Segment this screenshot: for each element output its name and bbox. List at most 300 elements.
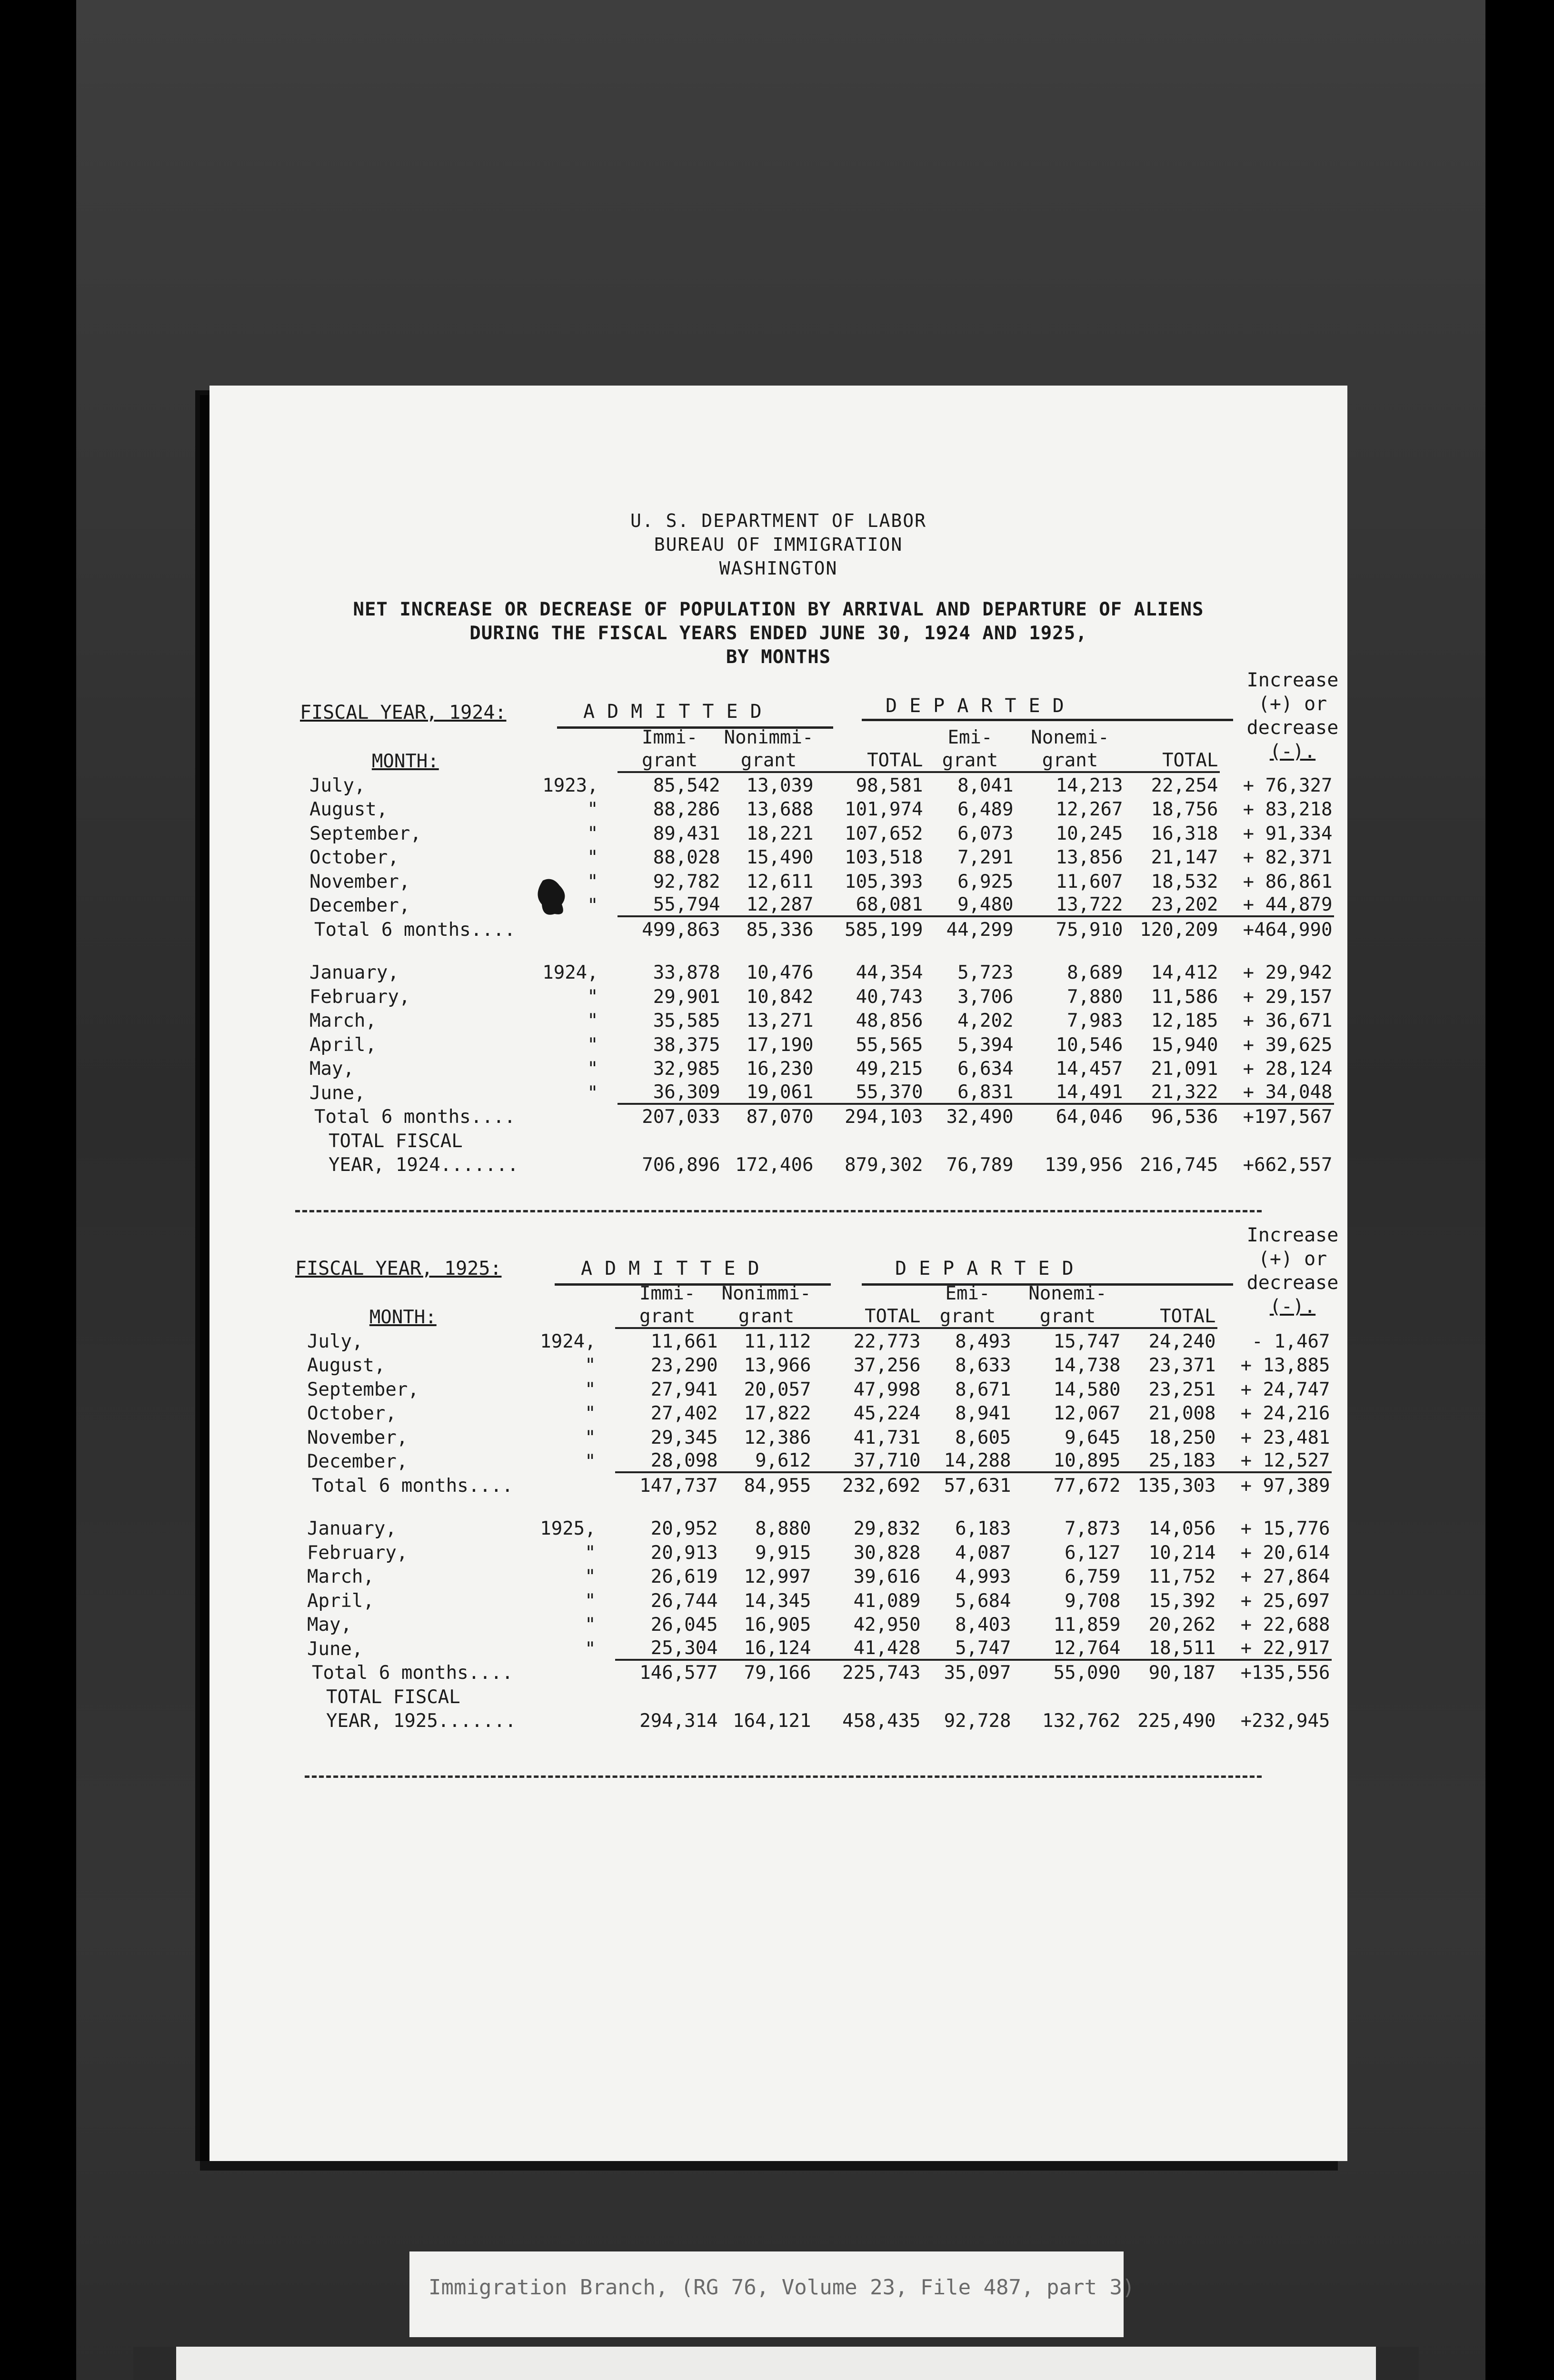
grand-admitted-total-cell: 458,435 — [842, 1710, 921, 1732]
immigrant-cell: 28,098 — [615, 1448, 720, 1473]
year-cell: " — [587, 1010, 598, 1031]
admitted-total-cell: 68,081 — [815, 892, 925, 917]
immigrant-cell: 29,901 — [653, 986, 720, 1008]
net-change-cell: + 24,747 — [1240, 1378, 1330, 1400]
decrease-word: decrease — [1246, 1272, 1339, 1294]
net-change-cell: + 24,216 — [1240, 1403, 1330, 1424]
column-header-row-1-1925 — [293, 1280, 1332, 1304]
table-row — [293, 1587, 1332, 1612]
nonimmigrant-cell: 17,190 — [746, 1034, 814, 1056]
departed-group-label-1925: DEPARTED — [895, 1258, 1086, 1279]
title-line-2: DURING THE FISCAL YEARS ENDED JUNE 30, 1924 AND 1925, — [469, 623, 1087, 644]
fiscal-year-1924-rows — [295, 772, 1334, 1176]
admitted-total-cell: 37,256 — [853, 1355, 921, 1376]
nonimmigrant-cell: 20,057 — [744, 1378, 811, 1400]
table-row — [293, 1376, 1332, 1400]
departed-total-cell: 23,251 — [1148, 1378, 1216, 1400]
emigrant-cell: 8,605 — [955, 1427, 1011, 1448]
month-cell: April, — [309, 1034, 377, 1056]
subtotal-label: Total 6 months.... — [312, 1662, 513, 1684]
nonemigrant-cell: 11,607 — [1056, 871, 1123, 892]
table-row — [295, 796, 1334, 821]
departed-total-cell: 21,091 — [1151, 1058, 1218, 1080]
month-cell: November, — [307, 1427, 408, 1448]
table-row — [295, 983, 1334, 1008]
admitted-total-cell: 103,518 — [845, 847, 923, 868]
month-cell: July, — [309, 774, 366, 796]
year-cell — [515, 1472, 615, 1497]
table-row — [293, 1516, 1332, 1540]
month-cell: May, — [309, 1058, 354, 1080]
departed-total-cell: 96,536 — [1151, 1106, 1218, 1128]
dept-heading: U. S. DEPARTMENT OF LABOR — [630, 510, 926, 531]
nonimmigrant-cell: 13,966 — [744, 1355, 811, 1376]
emigrant-cell: 14,288 — [922, 1448, 1013, 1473]
nonimmigrant-cell: 9,612 — [720, 1448, 813, 1473]
column-header-row-1 — [295, 724, 1334, 748]
emigrant-cell: 6,073 — [957, 823, 1014, 844]
table-row — [295, 1080, 1334, 1104]
departed-total-cell: 22,254 — [1151, 774, 1218, 796]
nonemigrant-cell: 10,895 — [1013, 1448, 1122, 1473]
immigrant-cell: 11,661 — [650, 1330, 718, 1352]
year-cell: " — [585, 1590, 596, 1612]
col-nonimmi-top: Nonimmi- — [721, 1283, 811, 1304]
table-row — [293, 1328, 1332, 1352]
nonimmigrant-cell: 10,476 — [746, 962, 814, 983]
nonemigrant-cell: 6,759 — [1065, 1566, 1121, 1587]
departed-total-cell: 25,183 — [1122, 1448, 1217, 1473]
immigrant-cell: 27,402 — [650, 1403, 718, 1424]
grand-total-label-1: TOTAL FISCAL — [326, 1686, 460, 1708]
archive-placard — [133, 2347, 1419, 2380]
year-cell — [518, 1104, 618, 1128]
file-reference-label: Immigration Branch, (RG 76, Volume 23, File 487, part 3) — [409, 2251, 1124, 2337]
increase-word: Increase — [1246, 669, 1339, 691]
departed-total-cell: 18,250 — [1148, 1427, 1216, 1448]
grand-net-change-cell: +232,945 — [1240, 1710, 1330, 1732]
departed-total-cell: 14,056 — [1148, 1518, 1216, 1539]
table-row — [295, 892, 1334, 917]
year-cell: 1924, — [542, 962, 598, 983]
fiscal-year-1924-label: FISCAL YEAR, 1924: — [300, 702, 507, 724]
month-cell: September, — [309, 823, 421, 844]
departed-total-cell: 135,303 — [1137, 1475, 1216, 1497]
year-cell: " — [587, 1082, 598, 1104]
admitted-total-cell: 41,731 — [853, 1427, 921, 1448]
grand-total-label-2: YEAR, 1925....... — [326, 1710, 517, 1732]
month-cell: June, — [309, 1082, 366, 1104]
net-change-cell: + 44,879 — [1220, 892, 1334, 917]
col-nonimmigrant: grant — [722, 748, 816, 772]
month-header: MONTH: — [371, 751, 439, 772]
emigrant-cell: 44,299 — [946, 919, 1014, 941]
col-departed-total: TOTAL — [1122, 1304, 1217, 1328]
admitted-total-cell: 39,616 — [853, 1566, 921, 1587]
year-cell — [515, 1660, 615, 1684]
nonimmigrant-cell: 16,124 — [720, 1636, 813, 1660]
grand-total-label-row — [293, 1684, 1332, 1708]
table-row — [293, 1636, 1332, 1660]
nonimmigrant-cell: 79,166 — [744, 1662, 811, 1684]
col-immi-top: Immi- — [639, 1283, 696, 1304]
nonimmigrant-cell: 15,490 — [746, 847, 814, 868]
subtotal-row — [295, 916, 1334, 941]
departed-total-cell: 15,940 — [1151, 1034, 1218, 1056]
admitted-total-cell: 22,773 — [853, 1330, 921, 1352]
net-change-cell: + 27,864 — [1240, 1566, 1330, 1587]
table-row — [295, 844, 1334, 869]
emigrant-cell: 8,041 — [957, 774, 1014, 796]
emigrant-cell: 6,634 — [957, 1058, 1014, 1080]
grand-nonimmigrant-cell: 164,121 — [733, 1710, 811, 1732]
grand-nonimmigrant-cell: 172,406 — [735, 1154, 814, 1176]
emigrant-cell: 9,480 — [925, 892, 1015, 917]
net-change-cell: + 12,527 — [1217, 1448, 1332, 1473]
nonemigrant-cell: 9,708 — [1065, 1590, 1121, 1612]
nonemigrant-cell: 14,213 — [1056, 774, 1123, 796]
year-cell: " — [587, 1034, 598, 1056]
plus-or-word: (+) or — [1258, 1248, 1327, 1270]
nonimmigrant-cell: 16,905 — [744, 1614, 811, 1636]
departed-total-cell: 21,008 — [1148, 1403, 1216, 1424]
nonimmigrant-cell: 12,287 — [722, 892, 816, 917]
table-row — [293, 1352, 1332, 1377]
net-change-cell: + 76,327 — [1243, 774, 1333, 796]
month-cell: July, — [307, 1330, 363, 1352]
admitted-total-cell: 49,215 — [856, 1058, 923, 1080]
fiscal-year-1925-table — [293, 1280, 1332, 1732]
grand-total-label-2: YEAR, 1924....... — [329, 1154, 519, 1176]
month-cell: May, — [307, 1614, 352, 1636]
month-cell: February, — [307, 1542, 408, 1564]
month-cell: October, — [307, 1403, 397, 1424]
year-cell: " — [585, 1638, 596, 1660]
admitted-total-cell: 225,743 — [842, 1662, 921, 1684]
nonimmigrant-cell: 12,997 — [744, 1566, 811, 1587]
month-cell: March, — [309, 1010, 377, 1031]
year-cell: " — [585, 1566, 596, 1587]
col-admitted-total: TOTAL — [815, 748, 925, 772]
nonimmigrant-cell: 16,230 — [746, 1058, 814, 1080]
admitted-total-cell: 29,832 — [853, 1518, 921, 1539]
admitted-total-cell: 44,354 — [856, 962, 923, 983]
emigrant-cell: 6,925 — [957, 871, 1014, 892]
immigrant-cell: 33,878 — [653, 962, 720, 983]
nonimmigrant-cell: 18,221 — [746, 823, 814, 844]
net-change-cell: + 28,124 — [1243, 1058, 1333, 1080]
nonemigrant-cell: 55,090 — [1053, 1662, 1121, 1684]
year-cell: " — [585, 1355, 596, 1376]
admitted-total-cell: 101,974 — [845, 799, 923, 820]
nonimmigrant-cell: 13,039 — [746, 774, 814, 796]
grand-departed-total-cell: 225,490 — [1137, 1710, 1216, 1732]
nonemigrant-cell: 7,983 — [1067, 1010, 1123, 1031]
emigrant-cell: 32,490 — [946, 1106, 1014, 1128]
emigrant-cell: 5,684 — [955, 1590, 1011, 1612]
admitted-total-cell: 42,950 — [853, 1614, 921, 1636]
nonimmigrant-cell: 85,336 — [746, 919, 814, 941]
col-nonimmi-top: Nonimmi- — [724, 727, 814, 748]
grand-departed-total-cell: 216,745 — [1140, 1154, 1218, 1176]
month-cell: June, — [307, 1638, 363, 1660]
col-emi-top: Emi- — [947, 727, 993, 748]
departed-total-cell: 14,412 — [1151, 962, 1218, 983]
emigrant-cell: 8,403 — [955, 1614, 1011, 1636]
immigrant-cell: 32,985 — [653, 1058, 720, 1080]
table-row — [295, 820, 1334, 844]
col-immigrant: grant — [615, 1304, 720, 1328]
admitted-total-cell: 47,998 — [853, 1378, 921, 1400]
emigrant-cell: 8,493 — [955, 1330, 1011, 1352]
month-cell: December, — [309, 895, 410, 916]
immigrant-cell: 55,794 — [618, 892, 722, 917]
year-cell: " — [587, 871, 598, 892]
net-change-cell: + 91,334 — [1243, 823, 1333, 844]
emigrant-cell: 5,747 — [922, 1636, 1013, 1660]
bottom-dashed-divider — [305, 1775, 1262, 1778]
column-header-row-2 — [295, 748, 1334, 772]
decrease-word: decrease — [1246, 717, 1339, 739]
departed-total-cell: 18,511 — [1122, 1636, 1217, 1660]
grand-emigrant-cell: 92,728 — [944, 1710, 1011, 1732]
departed-total-cell: 120,209 — [1140, 919, 1218, 941]
table-row — [293, 1612, 1332, 1636]
immigrant-cell: 89,431 — [653, 823, 720, 844]
subtotal-label: Total 6 months.... — [314, 919, 516, 941]
fiscal-year-1925-label: FISCAL YEAR, 1925: — [295, 1258, 502, 1279]
month-cell: August, — [309, 799, 388, 820]
admitted-total-cell: 294,103 — [845, 1106, 923, 1128]
month-cell: March, — [307, 1566, 374, 1587]
nonimmigrant-cell: 87,070 — [746, 1106, 814, 1128]
immigrant-cell: 36,309 — [618, 1080, 722, 1104]
emigrant-cell: 57,631 — [944, 1475, 1011, 1497]
departed-total-cell: 15,392 — [1148, 1590, 1216, 1612]
plus-or-word: (+) or — [1258, 693, 1327, 715]
title-line-1: NET INCREASE OR DECREASE OF POPULATION BY ARRIVAL AND DEPARTURE OF ALIENS — [353, 599, 1204, 620]
immigrant-cell: 25,304 — [615, 1636, 720, 1660]
net-change-cell: + 15,776 — [1240, 1518, 1330, 1539]
year-cell: 1924, — [540, 1330, 596, 1352]
departed-total-cell: 10,214 — [1148, 1542, 1216, 1564]
col-nonimmigrant: grant — [720, 1304, 813, 1328]
emigrant-cell: 6,831 — [925, 1080, 1015, 1104]
immigrant-cell: 88,286 — [653, 799, 720, 820]
nonimmigrant-cell: 12,611 — [746, 871, 814, 892]
placard-right-edge — [1376, 2347, 1419, 2380]
net-change-cell: - 1,467 — [1252, 1330, 1330, 1352]
nonemigrant-cell: 12,764 — [1013, 1636, 1122, 1660]
nonimmigrant-cell: 8,880 — [755, 1518, 811, 1539]
document-sheet — [209, 386, 1347, 2161]
column-header-row-2-1925 — [293, 1304, 1332, 1328]
net-change-cell: + 25,697 — [1240, 1590, 1330, 1612]
bureau-heading: BUREAU OF IMMIGRATION — [654, 534, 903, 555]
subtotal-label: Total 6 months.... — [312, 1475, 513, 1497]
nonimmigrant-cell: 13,271 — [746, 1010, 814, 1031]
year-cell: " — [587, 895, 598, 916]
subtotal-row — [293, 1472, 1332, 1497]
net-change-cell: + 36,671 — [1243, 1010, 1333, 1031]
month-cell: December, — [307, 1451, 408, 1472]
net-change-cell: +135,556 — [1240, 1662, 1330, 1684]
grand-emigrant-cell: 76,789 — [946, 1154, 1014, 1176]
month-cell: August, — [307, 1355, 386, 1376]
grand-total-row — [295, 1152, 1334, 1176]
emigrant-cell: 4,993 — [955, 1566, 1011, 1587]
subtotal-row — [295, 1104, 1334, 1128]
month-cell: November, — [309, 871, 410, 892]
half-year-spacer — [293, 1497, 1332, 1516]
nonemigrant-cell: 7,880 — [1067, 986, 1123, 1008]
nonimmigrant-cell: 9,915 — [755, 1542, 811, 1564]
grand-nonemigrant-cell: 139,956 — [1045, 1154, 1123, 1176]
departed-total-cell: 21,147 — [1151, 847, 1218, 868]
minus-mark: (-). — [1269, 741, 1316, 763]
table-row — [295, 772, 1334, 796]
nonemigrant-cell: 14,457 — [1056, 1058, 1123, 1080]
col-immi-top: Immi- — [641, 727, 698, 748]
emigrant-cell: 5,723 — [957, 962, 1014, 983]
emigrant-cell: 6,489 — [957, 799, 1014, 820]
table-row — [295, 868, 1334, 892]
table-row — [295, 1056, 1334, 1080]
increase-word: Increase — [1246, 1224, 1339, 1246]
immigrant-cell: 26,619 — [650, 1566, 718, 1587]
table-row — [295, 1031, 1334, 1056]
month-cell: October, — [309, 847, 399, 868]
admitted-total-cell: 37,710 — [813, 1448, 922, 1473]
immigrant-cell: 29,345 — [650, 1427, 718, 1448]
year-cell: " — [587, 986, 598, 1008]
year-cell: 1923, — [542, 774, 598, 796]
col-nonemigrant: grant — [1015, 748, 1125, 772]
net-change-cell: + 22,688 — [1240, 1614, 1330, 1636]
grand-total-label-1: TOTAL FISCAL — [329, 1130, 463, 1152]
immigrant-cell: 147,737 — [639, 1475, 718, 1497]
month-cell: April, — [307, 1590, 374, 1612]
nonemigrant-cell: 12,067 — [1053, 1403, 1121, 1424]
title-line-3: BY MONTHS — [726, 646, 831, 668]
immigrant-cell: 207,033 — [642, 1106, 720, 1128]
immigrant-cell: 27,941 — [650, 1378, 718, 1400]
nonemigrant-cell: 13,722 — [1015, 892, 1125, 917]
immigrant-cell: 85,542 — [653, 774, 720, 796]
nonemigrant-cell: 6,127 — [1065, 1542, 1121, 1564]
nonemigrant-cell: 12,267 — [1056, 799, 1123, 820]
year-cell: " — [587, 799, 598, 820]
departed-total-cell: 24,240 — [1148, 1330, 1216, 1352]
departed-total-cell: 18,532 — [1151, 871, 1218, 892]
emigrant-cell: 6,183 — [955, 1518, 1011, 1539]
month-cell: February, — [309, 986, 410, 1008]
emigrant-cell: 3,706 — [957, 986, 1014, 1008]
grand-total-label-row — [295, 1128, 1334, 1152]
grand-nonemigrant-cell: 132,762 — [1042, 1710, 1121, 1732]
fiscal-year-1924-table — [295, 724, 1334, 1176]
admitted-total-cell: 41,428 — [813, 1636, 922, 1660]
admitted-total-cell: 232,692 — [842, 1475, 921, 1497]
immigrant-cell: 146,577 — [639, 1662, 718, 1684]
net-change-cell: + 13,885 — [1240, 1355, 1330, 1376]
admitted-total-cell: 40,743 — [856, 986, 923, 1008]
emigrant-cell: 8,671 — [955, 1378, 1011, 1400]
nonemigrant-cell: 75,910 — [1056, 919, 1123, 941]
minus-mark: (-). — [1269, 1296, 1316, 1318]
col-nonemi-top: Nonemi- — [1031, 727, 1109, 748]
table-row — [295, 1008, 1334, 1032]
year-cell: " — [587, 847, 598, 868]
nonemigrant-cell: 8,689 — [1067, 962, 1123, 983]
col-emi-top: Emi- — [945, 1283, 990, 1304]
city-heading: WASHINGTON — [719, 558, 838, 579]
departed-group-rule — [862, 719, 1233, 721]
immigrant-cell: 23,290 — [650, 1355, 718, 1376]
month-cell: January, — [309, 962, 399, 983]
departed-group-label: DEPARTED — [886, 695, 1076, 717]
admitted-total-cell: 105,393 — [845, 871, 923, 892]
immigrant-cell: 499,863 — [642, 919, 720, 941]
immigrant-cell: 20,913 — [650, 1542, 718, 1564]
emigrant-cell: 35,097 — [944, 1662, 1011, 1684]
grand-admitted-total-cell: 879,302 — [845, 1154, 923, 1176]
departed-total-cell: 11,586 — [1151, 986, 1218, 1008]
nonemigrant-cell: 14,491 — [1015, 1080, 1125, 1104]
nonimmigrant-cell: 10,842 — [746, 986, 814, 1008]
immigrant-cell: 92,782 — [653, 871, 720, 892]
placard-left-edge — [133, 2347, 176, 2380]
nonimmigrant-cell: 11,112 — [744, 1330, 811, 1352]
admitted-total-cell: 107,652 — [845, 823, 923, 844]
net-change-cell: + 39,625 — [1243, 1034, 1333, 1056]
fiscal-year-1925-rows — [293, 1328, 1332, 1732]
nonemigrant-cell: 15,747 — [1053, 1330, 1121, 1352]
subtotal-row — [293, 1660, 1332, 1684]
col-emigrant: grant — [922, 1304, 1013, 1328]
grand-immigrant-cell: 706,896 — [642, 1154, 720, 1176]
departed-total-cell: 23,371 — [1148, 1355, 1216, 1376]
nonemigrant-cell: 9,645 — [1065, 1427, 1121, 1448]
year-cell: 1925, — [540, 1518, 596, 1539]
admitted-group-label: ADMITTED — [583, 701, 774, 723]
col-immigrant: grant — [618, 748, 722, 772]
emigrant-cell: 8,633 — [955, 1355, 1011, 1376]
year-cell: " — [585, 1451, 596, 1472]
nonimmigrant-cell: 84,955 — [744, 1475, 811, 1497]
net-change-cell: + 97,389 — [1240, 1475, 1330, 1497]
half-year-spacer — [295, 941, 1334, 960]
nonemigrant-cell: 10,245 — [1056, 823, 1123, 844]
net-change-cell: + 23,481 — [1240, 1427, 1330, 1448]
net-change-cell: +464,990 — [1243, 919, 1333, 941]
admitted-total-cell: 585,199 — [845, 919, 923, 941]
col-admitted-total: TOTAL — [813, 1304, 922, 1328]
table-row — [293, 1400, 1332, 1425]
subtotal-label: Total 6 months.... — [314, 1106, 516, 1128]
nonemigrant-cell: 10,546 — [1056, 1034, 1123, 1056]
nonemigrant-cell: 77,672 — [1053, 1475, 1121, 1497]
emigrant-cell: 5,394 — [957, 1034, 1014, 1056]
admitted-total-cell: 48,856 — [856, 1010, 923, 1031]
col-departed-total: TOTAL — [1125, 748, 1220, 772]
net-change-cell: + 20,614 — [1240, 1542, 1330, 1564]
col-emigrant: grant — [925, 748, 1015, 772]
table-row — [293, 1564, 1332, 1588]
departed-total-cell: 20,262 — [1148, 1614, 1216, 1636]
net-change-cell: + 34,048 — [1220, 1080, 1334, 1104]
nonemigrant-cell: 11,859 — [1053, 1614, 1121, 1636]
